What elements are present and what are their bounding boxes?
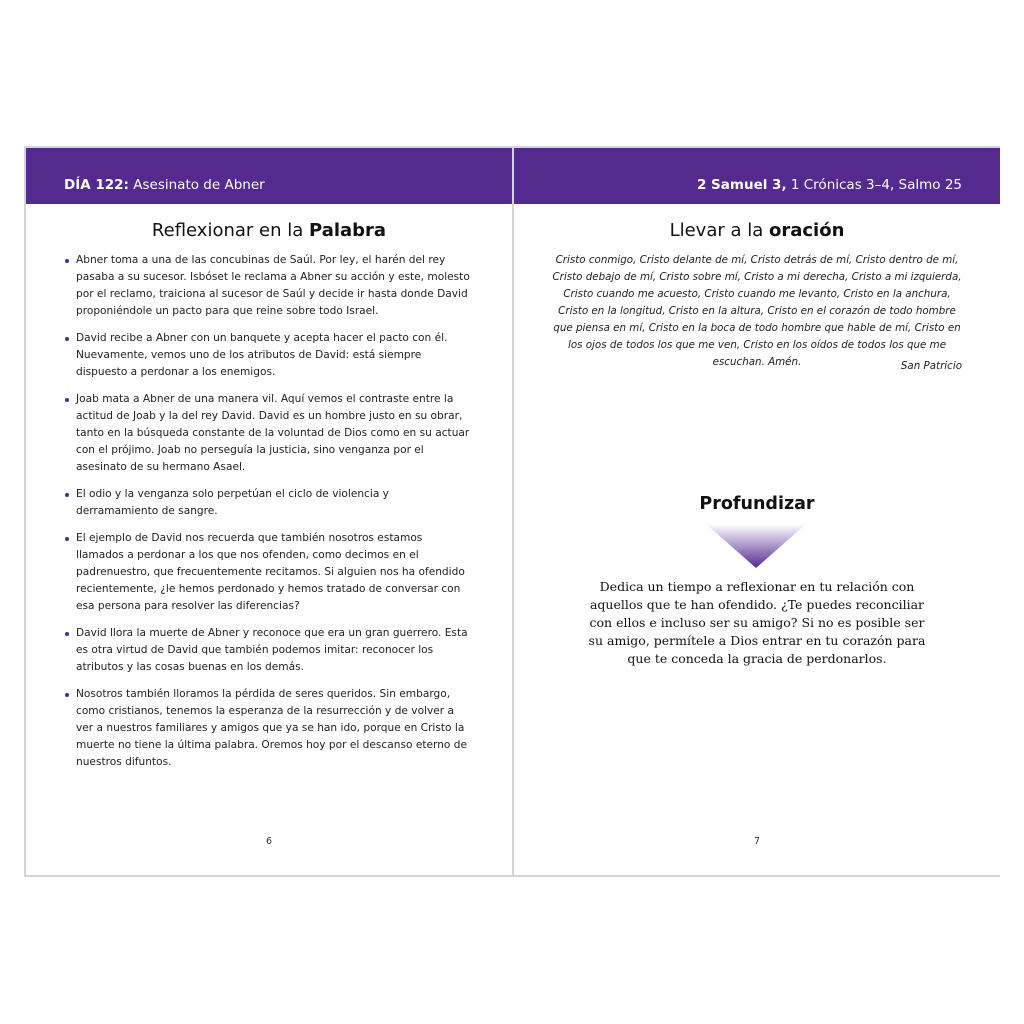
list-item: El odio y la venganza solo perpetúan el ciclo de violencia y derramamiento de sangre. bbox=[64, 486, 472, 520]
reflect-section-title bbox=[26, 220, 512, 241]
page-number-left: 6 bbox=[265, 836, 273, 847]
reflect-title-normal: Reflexionar en la bbox=[151, 220, 309, 241]
left-header-text bbox=[64, 177, 265, 193]
right-header-band bbox=[514, 148, 1000, 204]
left-header-band bbox=[26, 148, 512, 204]
left-page bbox=[24, 146, 513, 877]
reflection-list bbox=[64, 252, 472, 781]
prayer-section-title bbox=[514, 220, 1000, 241]
right-page bbox=[513, 146, 1000, 877]
book-spread bbox=[24, 146, 1000, 877]
triangle-arrow-icon bbox=[706, 524, 806, 568]
list-item: David llora la muerte de Abner y reconoce que era un gran guerrero. Esta es otra virtud de David que también podemos imitar: reconocer los atributos y las cosas buenas en los demás. bbox=[64, 625, 472, 676]
page-number-right: 7 bbox=[753, 836, 761, 847]
prayer-text: Cristo conmigo, Cristo delante de mí, Cristo detrás de mí, Cristo dentro de mí, Cristo debajo de mí, Cristo sobre mí, Cristo a mi derecha, Cristo a mi izquierda, Cristo cuando me acuesto, Cristo cuando me levanto, Cristo en la anchura, Cristo en la longitud, Cristo en la altura, Cristo en el corazón de todo hombre que piensa en mí, Cristo en la boca de todo hombre que hable de mí, Cristo en los ojos de todos los que me ven, Cristo en los oídos de todos los que me escuchan. Amén. bbox=[552, 254, 962, 368]
reading-rest: 1 Crónicas 3–4, Salmo 25 bbox=[786, 177, 962, 193]
right-header-text bbox=[697, 177, 962, 193]
list-item: Abner toma a una de las concubinas de Saúl. Por ley, el harén del rey pasaba a su sucesor. Isbóset le reclama a Abner su acción y este, molesto por el reclamo, traiciona al sucesor de Saúl y decide ir hasta donde David proponiéndole un pacto para que reine sobre todo Israel. bbox=[64, 252, 472, 320]
day-title: Asesinato de Abner bbox=[133, 177, 265, 193]
prayer-signature: San Patricio bbox=[900, 360, 962, 372]
list-item: David recibe a Abner con un banquete y acepta hacer el pacto con él. Nuevamente, vemos uno de los atributos de David: está siempre dispuesto a perdonar a los enemigos. bbox=[64, 330, 472, 381]
list-item: Nosotros también lloramos la pérdida de seres queridos. Sin embargo, como cristianos, tenemos la esperanza de la resurrección y de volver a ver a nuestros familiares y amigos que ya se han ido, porque en Cristo la muerte no tiene la última palabra. Oremos hoy por el descanso eterno de nuestros difuntos. bbox=[64, 686, 472, 771]
list-item: Joab mata a Abner de una manera vil. Aquí vemos el contraste entre la actitud de Joab y la del rey David. David es un hombre justo en su obrar, tanto en la búsqueda constante de la voluntad de Dios como en su actuar con el prójimo. Joab no perseguía la justicia, sino venganza por el asesinato de su hermano Asael. bbox=[64, 391, 472, 476]
reflect-title-bold: Palabra bbox=[308, 220, 387, 241]
day-label: DÍA 122: bbox=[64, 177, 129, 193]
prayer-title-normal: Llevar a la bbox=[669, 220, 769, 241]
reading-main: 2 Samuel 3, bbox=[696, 177, 787, 193]
list-item: El ejemplo de David nos recuerda que también nosotros estamos llamados a perdonar a los que nos ofenden, como decimos en el padrenuestro, que frecuentemente recitamos. Si alguien nos ha ofendido recientemente, ¿le hemos perdonado y hemos tratado de conversar con esa persona para resolver las diferencias? bbox=[64, 530, 472, 615]
deepen-title: Profundizar bbox=[699, 494, 815, 514]
deepen-text: Dedica un tiempo a reflexionar en tu relación con aquellos que te han ofendido. ¿Te puedes reconciliar con ellos e incluso ser su amigo? Si no es posible ser su amigo, permítele a Dios entrar en tu corazón para que te conceda la gracia de perdonarlos. bbox=[588, 579, 926, 666]
prayer-title-bold: oración bbox=[769, 220, 845, 241]
